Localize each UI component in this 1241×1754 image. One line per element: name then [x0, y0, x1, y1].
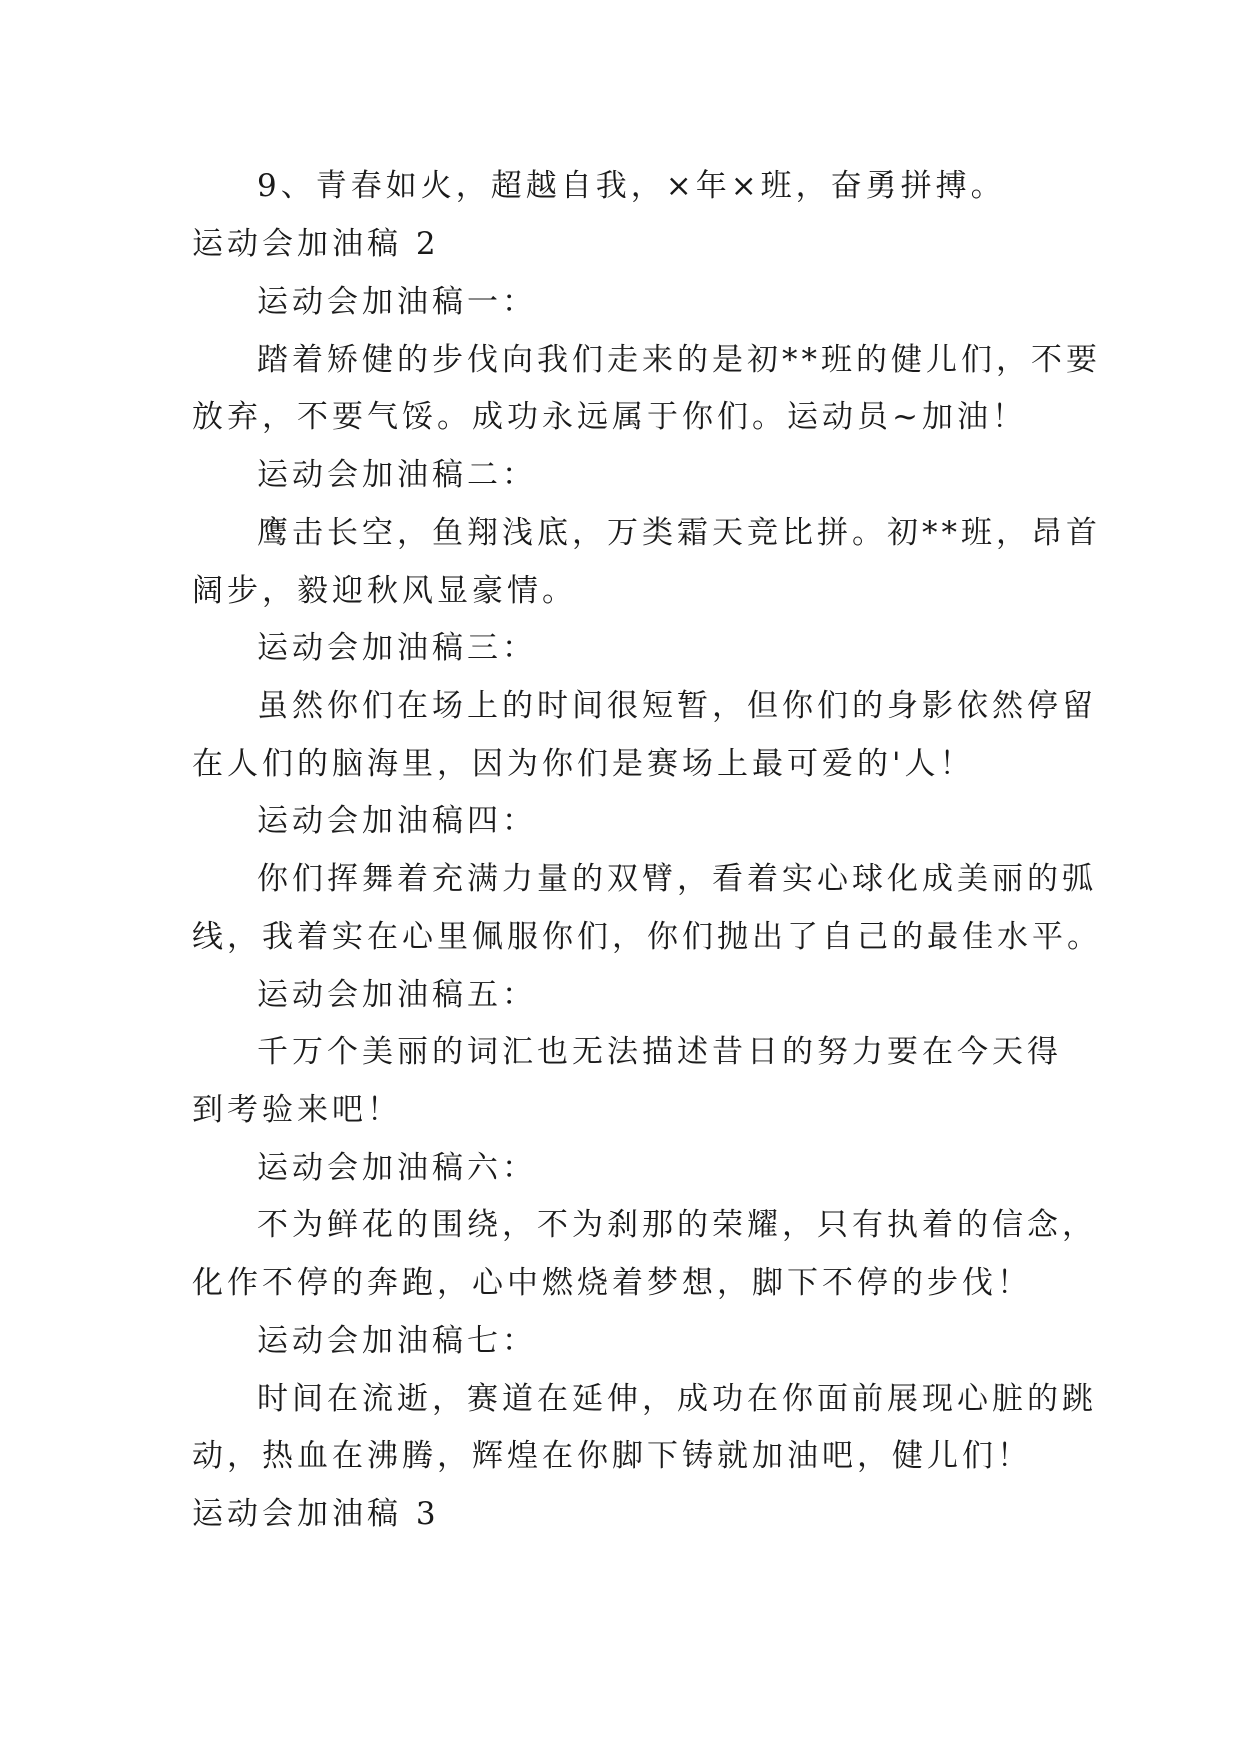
subheading-6: 运动会加油稿六：	[257, 1150, 537, 1186]
subheading-1: 运动会加油稿一：	[257, 284, 537, 320]
subheading-4: 运动会加油稿四：	[257, 803, 537, 839]
paragraph-7-line-2: 动，热血在沸腾，辉煌在你脚下铸就加油吧，健儿们！	[192, 1438, 1032, 1474]
paragraph-6-line-2: 化作不停的奔跑，心中燃烧着梦想，脚下不停的步伐！	[192, 1265, 1032, 1301]
section-heading-3: 运动会加油稿 3	[192, 1496, 440, 1532]
paragraph-4-line-2: 线，我着实在心里佩服你们，你们抛出了自己的最佳水平。	[192, 919, 1102, 955]
paragraph-3-line-1: 虽然你们在场上的时间很短暂，但你们的身影依然停留	[257, 688, 1097, 724]
paragraph-7-line-1: 时间在流逝，赛道在延伸，成功在你面前展现心脏的跳	[257, 1381, 1097, 1417]
subheading-2: 运动会加油稿二：	[257, 457, 537, 493]
subheading-7: 运动会加油稿七：	[257, 1323, 537, 1359]
section-heading-2: 运动会加油稿 2	[192, 226, 440, 262]
paragraph-2-line-2: 阔步，毅迎秋风显豪情。	[192, 573, 577, 609]
slogan-line-9: 9、青春如火，超越自我，×年×班，奋勇拼搏。	[257, 168, 1006, 204]
paragraph-4-line-1: 你们挥舞着充满力量的双臂，看着实心球化成美丽的弧	[257, 861, 1097, 897]
paragraph-6-line-1: 不为鲜花的围绕，不为刹那的荣耀，只有执着的信念，	[257, 1207, 1097, 1243]
paragraph-5-line-1: 千万个美丽的词汇也无法描述昔日的努力要在今天得	[257, 1034, 1062, 1070]
paragraph-1-line-2: 放弃，不要气馁。成功永远属于你们。运动员~加油！	[192, 399, 1027, 435]
paragraph-5-line-2: 到考验来吧！	[192, 1092, 402, 1128]
paragraph-1-line-1: 踏着矫健的步伐向我们走来的是初**班的健儿们，不要	[257, 342, 1101, 378]
subheading-5: 运动会加油稿五：	[257, 977, 537, 1013]
subheading-3: 运动会加油稿三：	[257, 630, 537, 666]
paragraph-2-line-1: 鹰击长空，鱼翔浅底，万类霜天竞比拼。初**班，昂首	[257, 515, 1101, 551]
paragraph-3-line-2: 在人们的脑海里，因为你们是赛场上最可爱的'人！	[192, 746, 975, 782]
